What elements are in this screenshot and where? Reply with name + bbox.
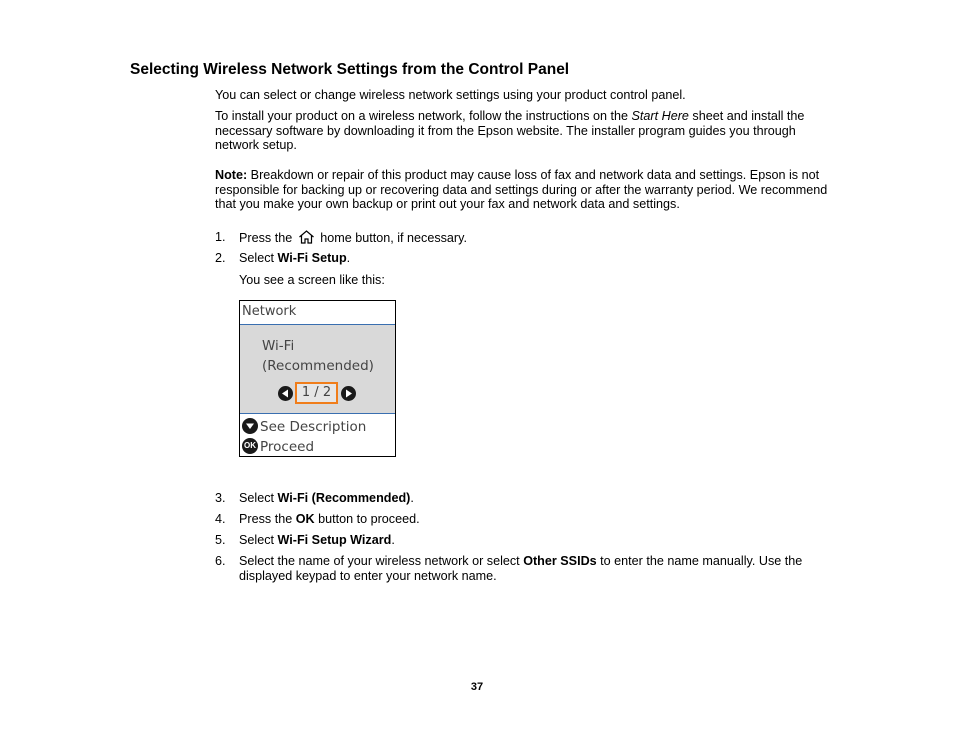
see-description-label: See Description (260, 419, 367, 435)
step-1-after: home button, if necessary. (316, 231, 467, 245)
screen-header-title: Network (242, 304, 297, 319)
step-6-after: to enter the name manually. Use the displayed keypad to enter your network name. (239, 554, 803, 583)
step-5 (239, 533, 839, 548)
start-here-italic: Start Here (631, 109, 689, 123)
step-4-bold: OK (295, 512, 315, 526)
step-4-after: button to proceed. (314, 512, 420, 526)
step-5-before: Select (239, 533, 278, 547)
step-4-before: Press the (239, 512, 296, 526)
step-2-subtext: You see a screen like this: (239, 273, 385, 287)
page-number: 37 (470, 681, 484, 693)
step-1-number: 1. (215, 230, 226, 244)
screen-header (240, 301, 395, 325)
screen-option-line2: (Recommended) (262, 358, 374, 374)
note-paragraph (215, 168, 835, 212)
install-paragraph (215, 109, 835, 153)
page-heading: Selecting Wireless Network Settings from the Control Panel (130, 61, 570, 78)
step-3-before: Select (239, 491, 278, 505)
screen-option-line1: Wi-Fi (262, 338, 295, 354)
see-description-row (242, 418, 366, 435)
right-arrow-icon (341, 386, 356, 401)
step-6-bold: Other SSIDs (523, 554, 597, 568)
install-text-after: sheet and install the necessary software by downloading it from the Epson website. The installer program guides you through network setup. (215, 109, 805, 153)
ok-icon-text: OK (244, 441, 256, 450)
step-4 (239, 512, 839, 527)
screen-body (240, 325, 395, 414)
step-2-bold: Wi-Fi Setup (277, 251, 347, 265)
step-6-number: 6. (215, 554, 226, 568)
home-icon (298, 230, 315, 243)
control-panel-screen (239, 300, 396, 457)
step-3-after: . (410, 491, 414, 505)
intro-paragraph: You can select or change wireless network settings using your product control panel. (215, 88, 686, 102)
step-5-bold: Wi-Fi Setup Wizard (277, 533, 392, 547)
screen-pager (278, 382, 358, 406)
step-1-before: Press the (239, 231, 296, 245)
step-2-before: Select (239, 251, 278, 265)
step-5-number: 5. (215, 533, 226, 547)
step-6 (239, 554, 819, 583)
step-5-after: . (391, 533, 395, 547)
left-arrow-icon (278, 386, 293, 401)
step-2-after: . (346, 251, 351, 265)
step-3-number: 3. (215, 491, 226, 505)
down-arrow-icon (242, 418, 258, 434)
step-4-number: 4. (215, 512, 226, 526)
ok-button-icon (242, 438, 258, 454)
note-label: Note: (215, 168, 248, 182)
step-2 (239, 251, 839, 266)
step-3 (239, 491, 839, 506)
install-text-before: To install your product on a wireless network, follow the instructions on the (215, 109, 632, 123)
step-2-number: 2. (215, 251, 226, 265)
proceed-label: Proceed (260, 439, 315, 455)
proceed-row (242, 438, 314, 455)
step-1 (239, 230, 839, 246)
step-3-bold: Wi-Fi (Recommended) (277, 491, 411, 505)
step-6-before: Select the name of your wireless network or select (239, 554, 524, 568)
note-text: Breakdown or repair of this product may cause loss of fax and network data and settings. Epson is not responsible for backing up or recovering data and settings during or after the warranty period. We recommend that you make your own backup or print out your fax and network data and settings. (215, 168, 828, 212)
page-indicator: 1 / 2 (295, 382, 338, 404)
